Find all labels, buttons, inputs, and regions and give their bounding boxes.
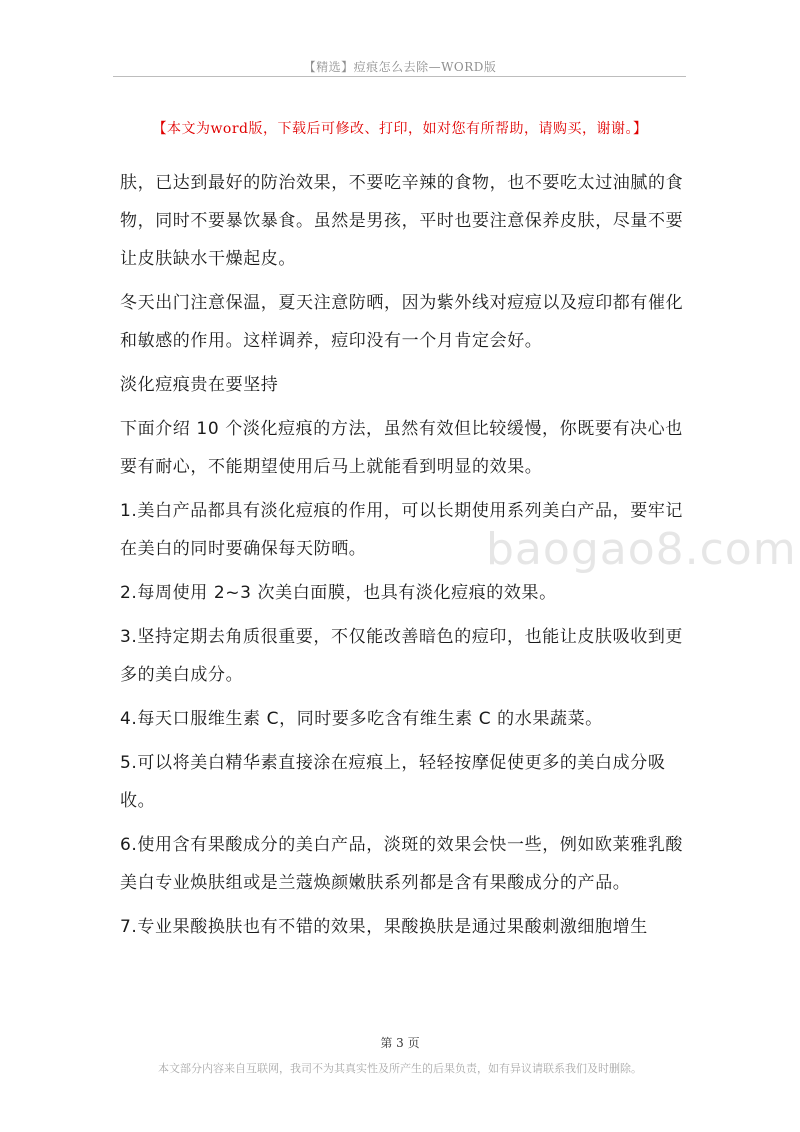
footer-disclaimer: 本文部分内容来自互联网，我司不为其真实性及所产生的后果负责，如有异议请联系我们及时删除。 bbox=[158, 1062, 642, 1075]
header-divider bbox=[113, 76, 686, 77]
purchase-notice: 【本文为word版，下载后可修改、打印，如对您有所帮助，请购买，谢谢。】 bbox=[152, 121, 648, 137]
list-item: 3.坚持定期去角质很重要，不仅能改善暗色的痘印，也能让皮肤吸收到更多的美白成分。 bbox=[120, 627, 684, 685]
page-number: 第 3 页 bbox=[380, 1036, 420, 1050]
paragraph: 肤，已达到最好的防治效果，不要吃辛辣的食物，也不要吃太过油腻的食物，同时不要暴饮暴食。虽然是男孩，平时也要注意保养皮肤，尽量不要让皮肤缺水干燥起皮。 bbox=[120, 173, 684, 269]
page-header: 【精选】痘痕怎么去除—WORD版 bbox=[303, 60, 497, 74]
list-item: 4.每天口服维生素 C，同时要多吃含有维生素 C 的水果蔬菜。 bbox=[120, 709, 603, 729]
list-item: 6.使用含有果酸成分的美白产品，淡斑的效果会快一些，例如欧莱雅乳酸美白专业焕肤组或是兰蔻焕颜嫩肤系列都是含有果酸成分的产品。 bbox=[120, 835, 684, 893]
watermark: baogao8.com bbox=[486, 524, 797, 575]
section-heading: 淡化痘痕贵在要坚持 bbox=[120, 375, 279, 395]
list-item: 1.美白产品都具有淡化痘痕的作用，可以长期使用系列美白产品，要牢记在美白的同时要确保每天防晒。 bbox=[120, 501, 684, 559]
paragraph: 下面介绍 10 个淡化痘痕的方法，虽然有效但比较缓慢，你既要有决心也要有耐心，不能期望使用后马上就能看到明显的效果。 bbox=[120, 419, 683, 477]
list-item: 7.专业果酸换肤也有不错的效果，果酸换肤是通过果酸刺激细胞增生 bbox=[120, 917, 648, 937]
list-item: 5.可以将美白精华素直接涂在痘痕上，轻轻按摩促使更多的美白成分吸收。 bbox=[120, 753, 666, 811]
list-item: 2.每周使用 2~3 次美白面膜，也具有淡化痘痕的效果。 bbox=[120, 583, 557, 603]
paragraph: 冬天出门注意保温，夏天注意防晒，因为紫外线对痘痘以及痘印都有催化和敏感的作用。这样调养，痘印没有一个月肯定会好。 bbox=[120, 293, 684, 351]
